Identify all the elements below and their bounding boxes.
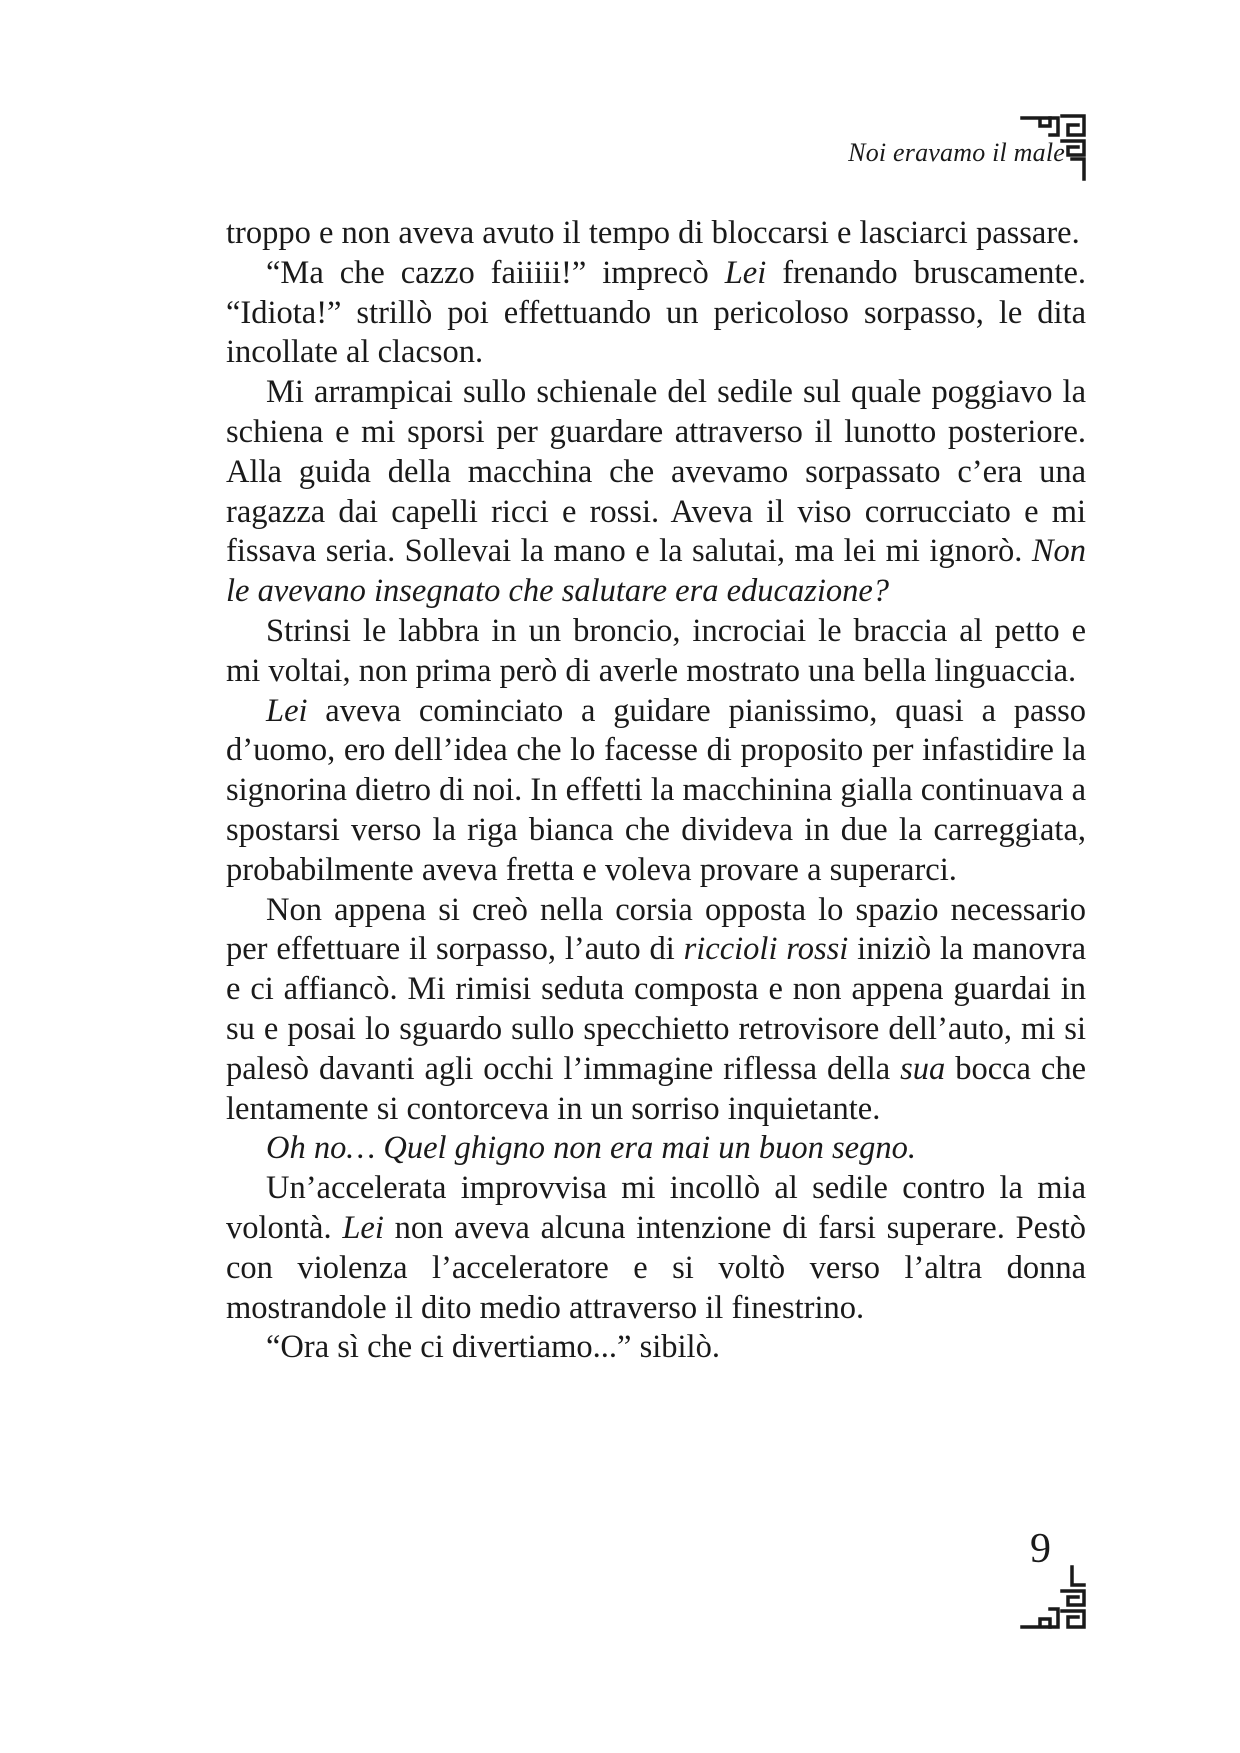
paragraph-text: Mi arrampicai sullo schienale del sedile sul quale poggiavo la schiena e mi sporsi per guardare attraverso il lunotto posteriore. Alla guida della macchina che avevamo sorpassato c’era una ragazza dai capelli ricci e rossi. Aveva il viso corrucciato e mi fissava seria. Sollevai la mano e la salutai, ma lei mi ignorò.	[226, 374, 1086, 570]
emphasis-text: sua	[900, 1050, 946, 1087]
emphasis-text: Lei	[342, 1209, 384, 1246]
emphasis-text: Oh no… Quel ghigno non era mai un buon segno.	[266, 1130, 916, 1167]
paragraph-text: Un’accelerata improvvisa mi incollò al sedile contro la mia volontà.	[226, 1170, 1086, 1246]
paragraph-text: non aveva alcuna intenzione di farsi superare. Pestò con violenza l’acceleratore e si voltò verso l’altra donna mostrandole il dito medio attraverso il finestrino.	[226, 1209, 1087, 1326]
emphasis-text: riccioli rossi	[683, 931, 849, 968]
body-text	[226, 214, 1086, 1368]
paragraph-text: bocca che lentamente si contorceva in un sorriso inquietante.	[226, 1050, 1086, 1127]
greek-key-corner-ornament-icon	[1020, 1565, 1090, 1631]
emphasis-text: Non le avevano insegnato che salutare era educazione?	[226, 533, 1086, 610]
paragraph	[226, 1328, 1086, 1368]
paragraph-text: iniziò la manovra e ci affiancò. Mi rimisi seduta composta e non appena guardai in su e posai lo sguardo sullo specchietto retrovisore dell’auto, mi si palesò davanti agli occhi l’immagine riflessa della	[226, 931, 1086, 1087]
running-header: Noi eravamo il male	[848, 138, 1065, 167]
paragraph-text: troppo e non aveva avuto il tempo di bloccarsi e lasciarci passare.	[226, 215, 1080, 251]
paragraph	[226, 254, 1086, 373]
paragraph	[226, 1169, 1086, 1328]
page-number: 9	[1030, 1526, 1051, 1572]
paragraph	[226, 1129, 1086, 1169]
emphasis-text: Lei	[266, 692, 308, 729]
paragraph	[226, 612, 1086, 692]
paragraph	[226, 891, 1086, 1130]
paragraph-text: Strinsi le labbra in un broncio, incrociai le braccia al petto e mi voltai, non prima però di averle mostrato una bella linguaccia.	[226, 612, 1086, 689]
paragraph-text: “Ora sì che ci divertiamo...” sibilò.	[266, 1329, 720, 1366]
paragraph-text: Non appena si creò nella corsia opposta lo spazio necessario per effettuare il sorpasso, l’auto di	[226, 891, 1086, 968]
paragraph-text: frenando bruscamente. “Idiota!” strillò poi effettuando un pericoloso sorpasso, le dita incollate al clacson.	[226, 254, 1086, 371]
paragraph	[226, 373, 1086, 612]
greek-key-corner-ornament-icon	[1020, 113, 1090, 181]
paragraph	[226, 692, 1086, 891]
paragraph-text: aveva cominciato a guidare pianissimo, quasi a passo d’uomo, ero dell’idea che lo facesse di proposito per infastidire la signorina dietro di noi. In effetti la macchinina gialla continuava a spostarsi verso la riga bianca che divideva in due la carreggiata, probabilmente aveva fretta e voleva provare a superarci.	[226, 692, 1086, 888]
emphasis-text: Lei	[724, 254, 767, 291]
paragraph-text: “Ma che cazzo faiiiii!” imprecò	[266, 254, 725, 291]
paragraph	[226, 214, 1086, 254]
